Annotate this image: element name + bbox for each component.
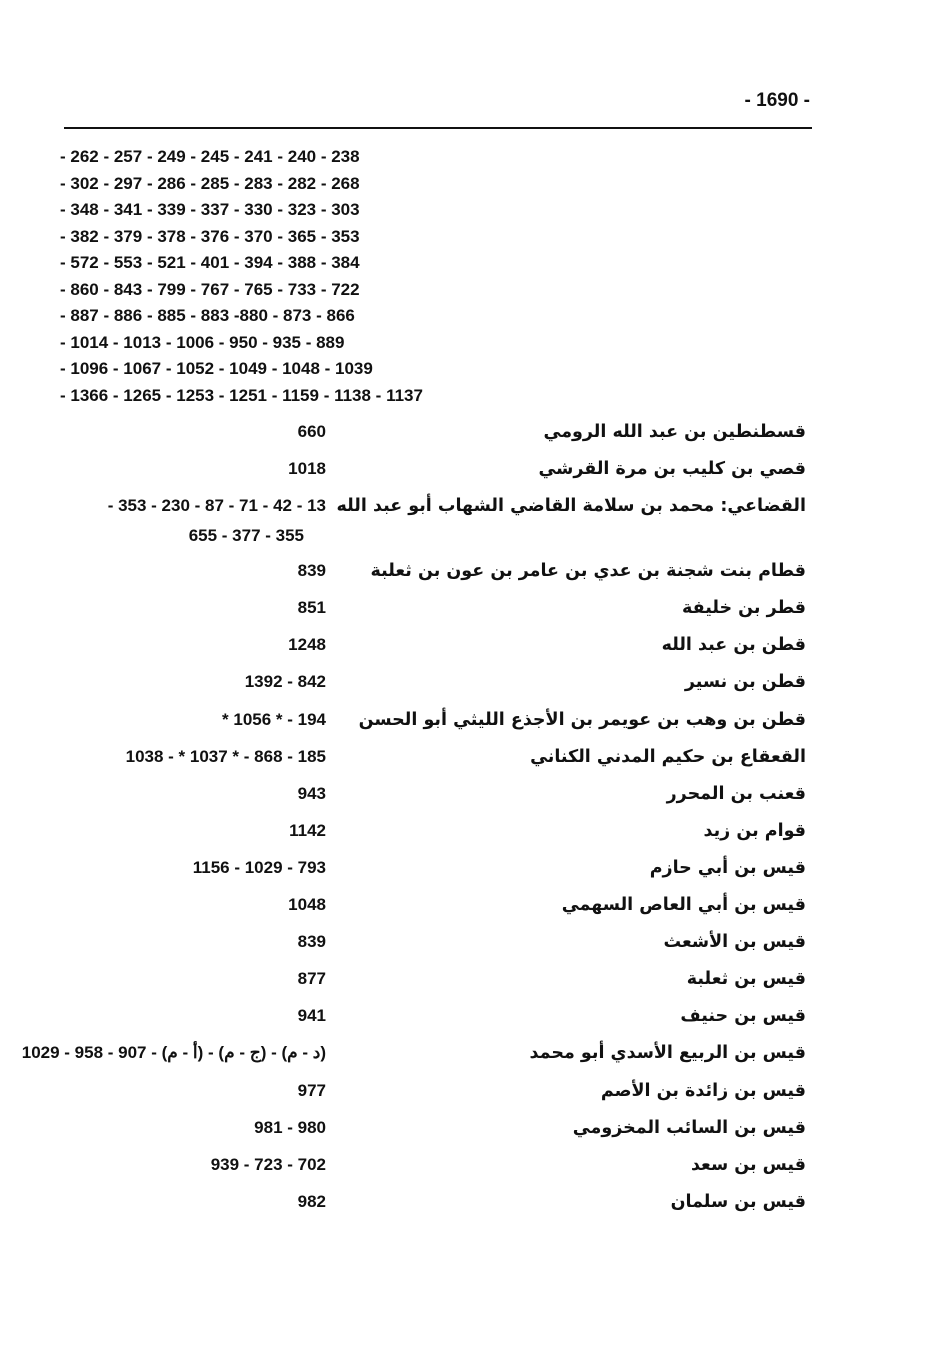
entry-pages: 1248 bbox=[288, 635, 326, 655]
index-entry bbox=[0, 630, 946, 667]
entry-name: قيس بن ثعلبة bbox=[686, 969, 806, 990]
continuation-line: - 1096 - 1067 - 1052 - 1049 - 1048 - 1039 bbox=[60, 359, 373, 378]
index-entry bbox=[0, 1187, 946, 1224]
entry-name: قيس بن أبي العاص السهمي bbox=[561, 895, 806, 916]
index-entry bbox=[0, 1076, 946, 1113]
entry-pages: 1038 - * 1037 * - 868 - 185 bbox=[125, 746, 326, 766]
index-entry bbox=[0, 705, 946, 742]
entry-pages bbox=[108, 491, 326, 551]
index-entry bbox=[0, 779, 946, 816]
entry-name: قطن بن نسير bbox=[684, 672, 806, 693]
index-entry bbox=[0, 1001, 946, 1038]
continuation-page-list bbox=[60, 146, 423, 411]
entry-pages: 1156 - 1029 - 793 bbox=[192, 857, 326, 877]
index-entry bbox=[0, 1113, 946, 1150]
entry-pages: 943 bbox=[297, 783, 326, 803]
continuation-line: - 1366 - 1265 - 1253 - 1251 - 1159 - 1138 - 1137 bbox=[60, 385, 423, 405]
index-entry bbox=[0, 593, 946, 630]
entry-name: قيس بن الأشعث bbox=[663, 932, 806, 953]
entry-name: قيس بن السائب المخزومي bbox=[572, 1117, 806, 1138]
entry-name: قطن بن وهب بن عويمر بن الأجذع الليثي أبو الحسن bbox=[358, 709, 806, 730]
continuation-line: - 302 - 297 - 286 - 285 - 283 - 282 - 268 bbox=[60, 173, 360, 193]
entry-name: قطام بنت شجنة بن عدي بن عامر بن عون بن ثعلبة bbox=[370, 561, 806, 582]
entry-name: قيس بن زائدة بن الأصم bbox=[600, 1080, 806, 1101]
index-entry bbox=[0, 927, 946, 964]
entry-pages: 1029 - 958 - 907 - (أ - م) - (ج - م) - (د - م) bbox=[21, 1043, 326, 1063]
header-rule bbox=[64, 127, 812, 129]
entry-name: قصي بن كليب بن مرة القرشي bbox=[538, 459, 806, 480]
entry-name: قطر بن خليفة bbox=[681, 598, 806, 619]
entry-pages: 877 bbox=[297, 969, 326, 989]
entry-name: القعقاع بن حكيم المدني الكناني bbox=[530, 746, 806, 767]
index-entry bbox=[0, 1150, 946, 1187]
entry-pages-line: - 353 - 230 - 87 - 71 - 42 - 13 bbox=[107, 496, 326, 516]
entry-pages: 839 bbox=[297, 932, 326, 952]
entry-name: قيس بن سلمان bbox=[670, 1191, 806, 1212]
page-number: - 1690 - bbox=[744, 90, 810, 111]
index-entry bbox=[0, 890, 946, 927]
entry-name: القضاعي: محمد بن سلامة القاضي الشهاب أبو عبد الله bbox=[336, 496, 806, 517]
entry-pages: 977 bbox=[297, 1080, 326, 1100]
entry-name: قيس بن سعد bbox=[690, 1154, 806, 1175]
entry-pages: 851 bbox=[297, 598, 326, 618]
entry-pages: 660 bbox=[297, 422, 326, 441]
entry-pages: 939 - 723 - 702 bbox=[210, 1154, 326, 1174]
entry-name: قوام بن زيد bbox=[703, 820, 806, 841]
index-entry bbox=[0, 556, 946, 593]
continuation-line: - 572 - 553 - 521 - 401 - 394 - 388 - 384 bbox=[60, 253, 360, 272]
entry-pages: 1142 bbox=[289, 820, 326, 840]
continuation-line: - 382 - 379 - 378 - 376 - 370 - 365 - 353 bbox=[60, 226, 360, 246]
entry-pages: 1018 bbox=[288, 459, 326, 479]
continuation-line: - 860 - 843 - 799 - 767 - 765 - 733 - 722 bbox=[60, 279, 360, 299]
index-entry bbox=[0, 964, 946, 1001]
entry-pages: 981 - 980 bbox=[254, 1117, 326, 1137]
entry-pages: 839 bbox=[297, 561, 326, 581]
entry-name: قطن بن عبد الله bbox=[661, 635, 806, 656]
index-entry bbox=[0, 417, 946, 454]
entry-pages-line: 655 - 377 - 355 bbox=[188, 526, 304, 546]
index-entry bbox=[0, 667, 946, 704]
index-entry bbox=[0, 454, 946, 491]
continuation-line: - 887 - 886 - 885 - 883 -880 - 873 - 866 bbox=[60, 306, 355, 325]
continuation-line: - 262 - 257 - 249 - 245 - 241 - 240 - 238 bbox=[60, 147, 360, 166]
entry-pages: 1392 - 842 bbox=[244, 672, 326, 692]
entry-pages: * 1056 * - 194 bbox=[222, 709, 326, 729]
index-entry bbox=[0, 742, 946, 779]
index-entries bbox=[0, 417, 946, 1224]
entry-pages: 982 bbox=[297, 1191, 326, 1211]
entry-name: قيس بن حنيف bbox=[680, 1006, 806, 1027]
continuation-line: - 348 - 341 - 339 - 337 - 330 - 323 - 303 bbox=[60, 200, 360, 219]
entry-name: قسطنطين بن عبد الله الرومي bbox=[543, 422, 806, 442]
index-entry bbox=[0, 853, 946, 890]
entry-pages: 941 bbox=[297, 1006, 326, 1026]
index-entry bbox=[0, 1038, 946, 1075]
continuation-line: - 1014 - 1013 - 1006 - 950 - 935 - 889 bbox=[60, 332, 345, 352]
entry-pages: 1048 bbox=[288, 895, 326, 915]
entry-name: قيس بن الربيع الأسدي أبو محمد bbox=[529, 1043, 806, 1064]
index-entry bbox=[0, 491, 946, 556]
entry-name: قعنب بن المحرر bbox=[666, 783, 806, 804]
index-entry bbox=[0, 816, 946, 853]
entry-name: قيس بن أبي حازم bbox=[649, 857, 806, 878]
